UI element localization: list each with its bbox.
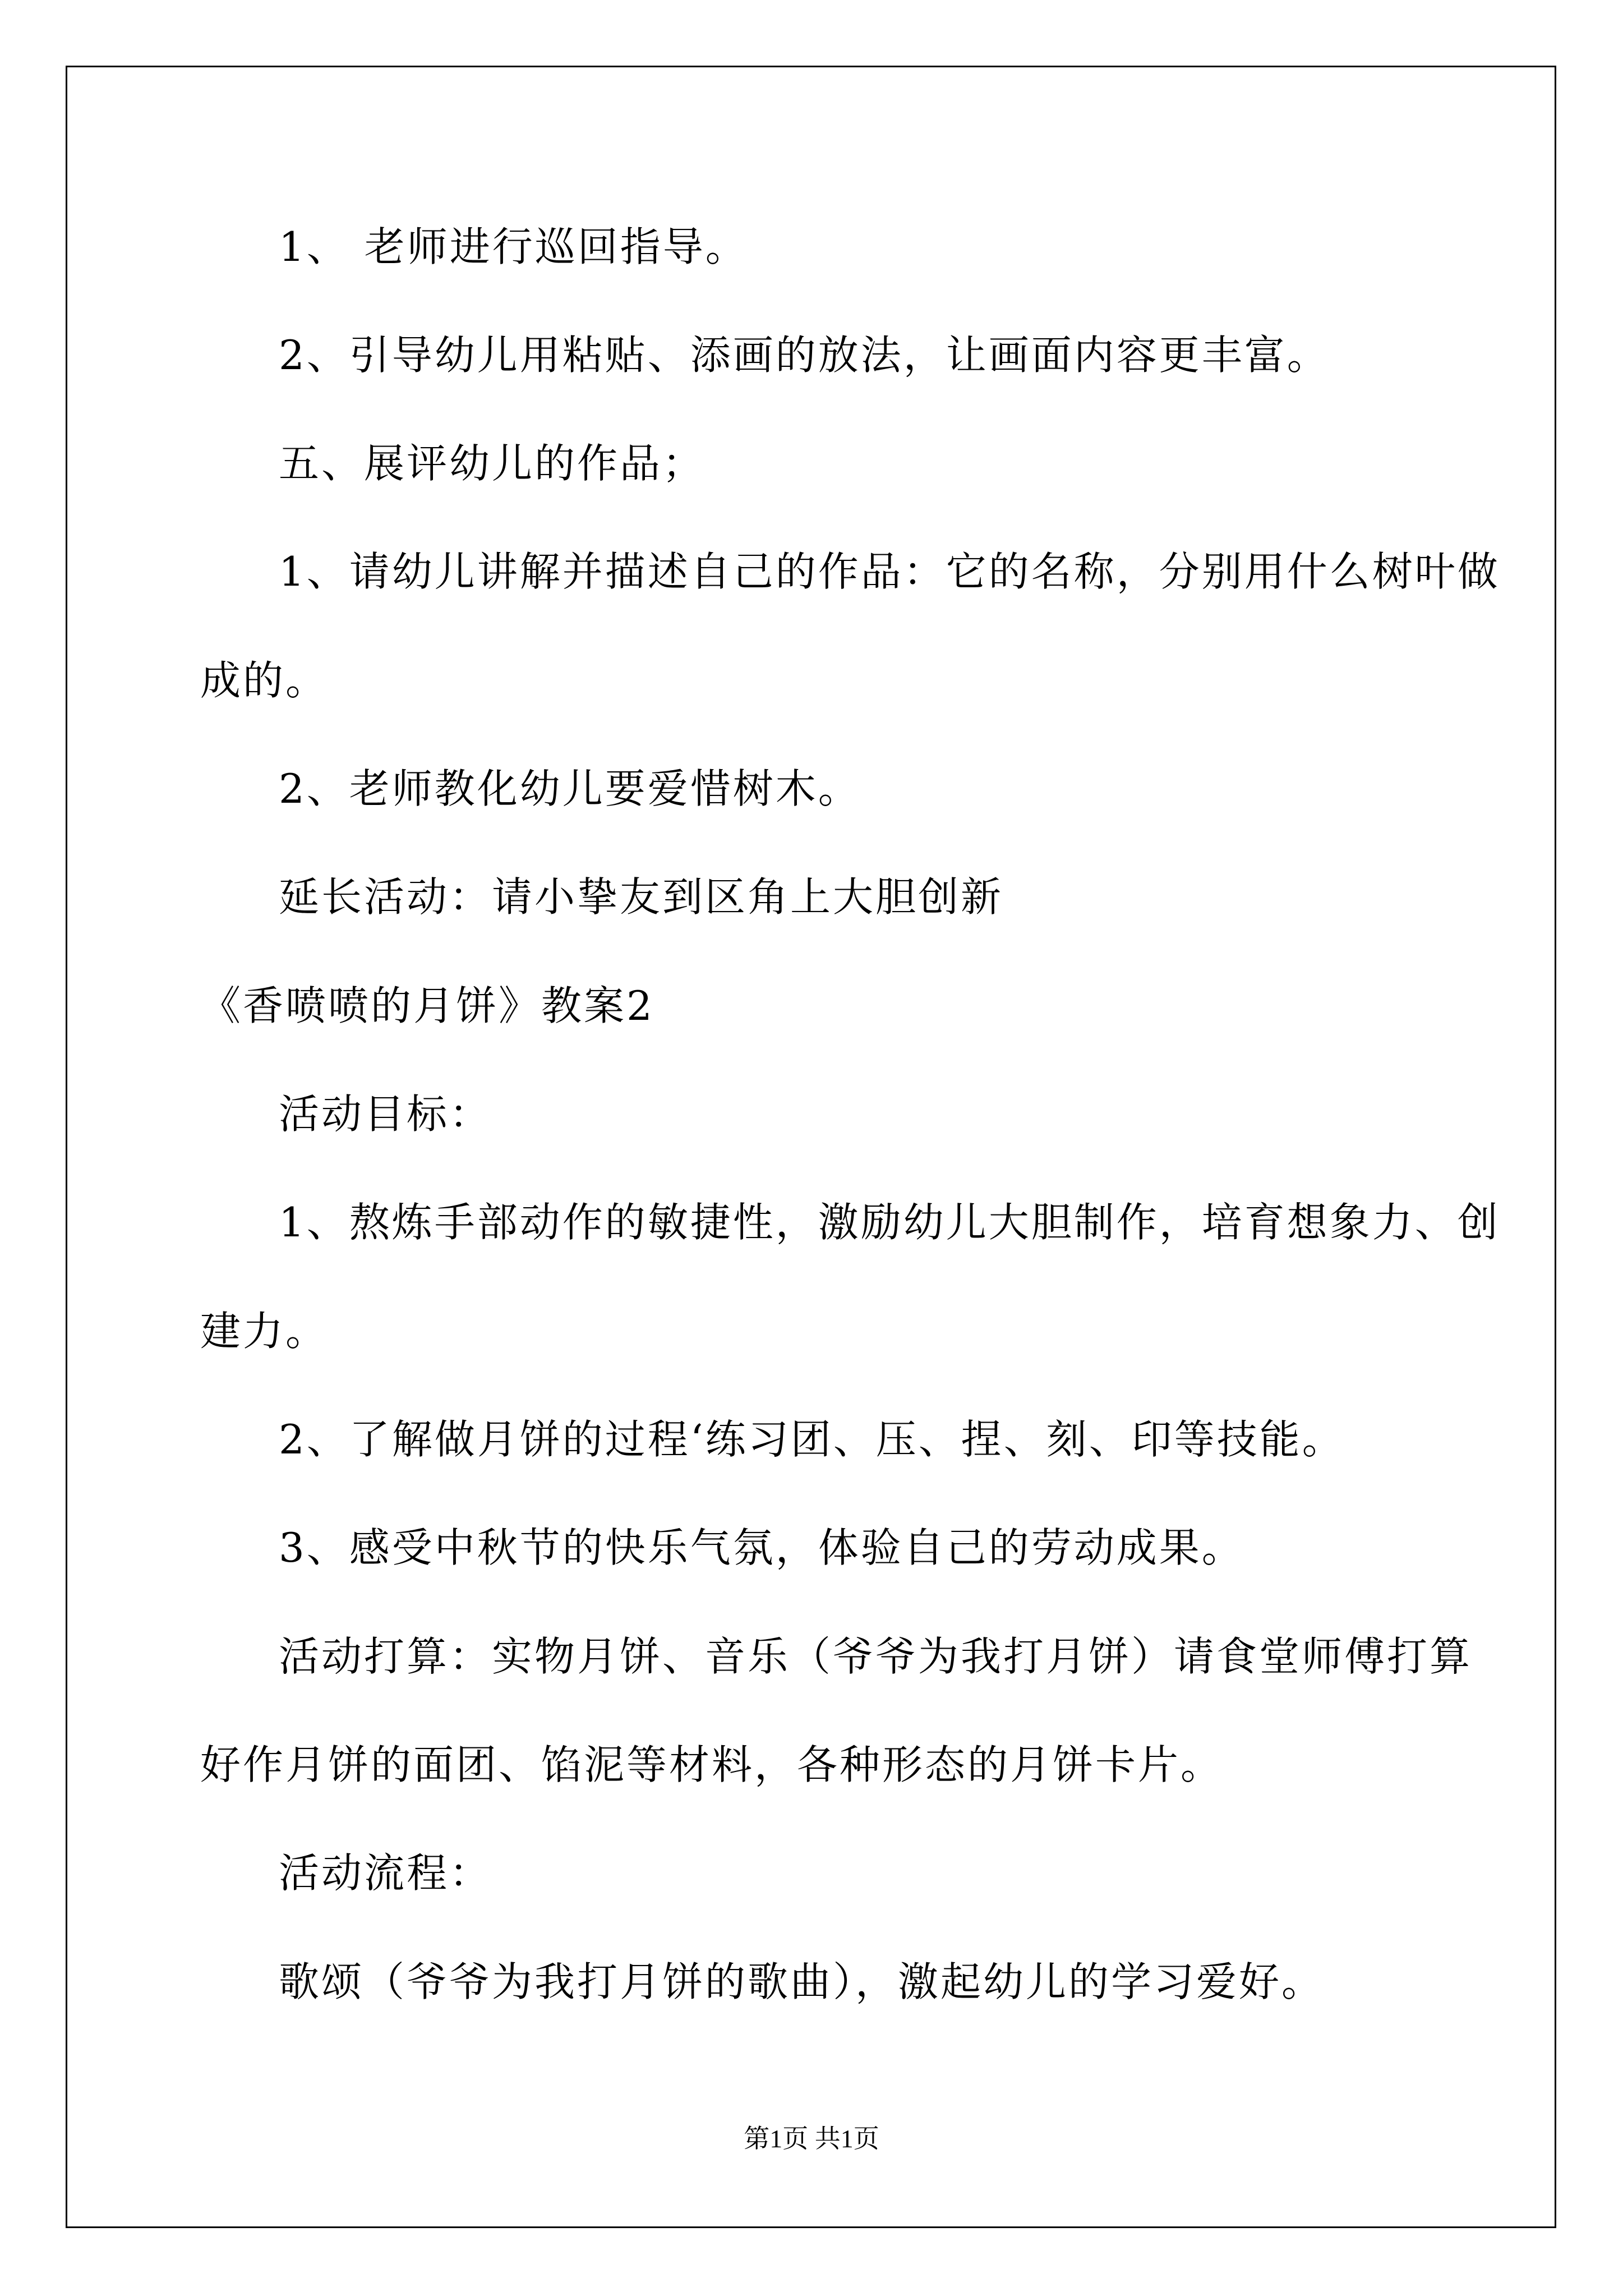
paragraph-16: 活动流程： <box>279 1849 492 1897</box>
paragraph-5: 成的。 <box>200 657 329 704</box>
paragraph-9: 活动目标： <box>279 1091 492 1138</box>
paragraph-12: 2、了解做月饼的过程‘练习团、压、捏、刻、印等技能。 <box>279 1416 1345 1463</box>
paragraph-2: 2、引导幼儿用粘贴、添画的放法，让画面内容更丰富。 <box>279 332 1330 379</box>
paragraph-4: 1、请幼儿讲解并描述自己的作品：它的名称，分别用什么树叶做 <box>279 548 1500 595</box>
paragraph-1: 1、 老师进行巡回指导。 <box>279 223 748 270</box>
page-border <box>66 66 1556 2228</box>
page-footer: 第1页 共1页 <box>744 2124 879 2153</box>
section-heading: 《香喷喷的月饼》教案2 <box>200 982 654 1029</box>
paragraph-7: 延长活动：请小挚友到区角上大胆创新 <box>279 873 1004 921</box>
paragraph-15: 好作月饼的面团、馅泥等材料，各种形态的月饼卡片。 <box>200 1741 1224 1788</box>
paragraph-10: 1、熬炼手部动作的敏捷性，激励幼儿大胆制作，培育想象力、创 <box>279 1199 1500 1246</box>
paragraph-14: 活动打算：实物月饼、音乐（爷爷为我打月饼）请食堂师傅打算 <box>279 1633 1473 1680</box>
paragraph-6: 2、老师教化幼儿要爱惜树木。 <box>279 765 861 812</box>
paragraph-13: 3、感受中秋节的快乐气氛，体验自己的劳动成果。 <box>279 1524 1244 1571</box>
paragraph-11: 建力。 <box>200 1308 329 1355</box>
paragraph-3: 五、展评幼儿的作品； <box>279 440 706 487</box>
paragraph-17: 歌颂（爷爷为我打月饼的歌曲），激起幼儿的学习爱好。 <box>279 1958 1325 2005</box>
